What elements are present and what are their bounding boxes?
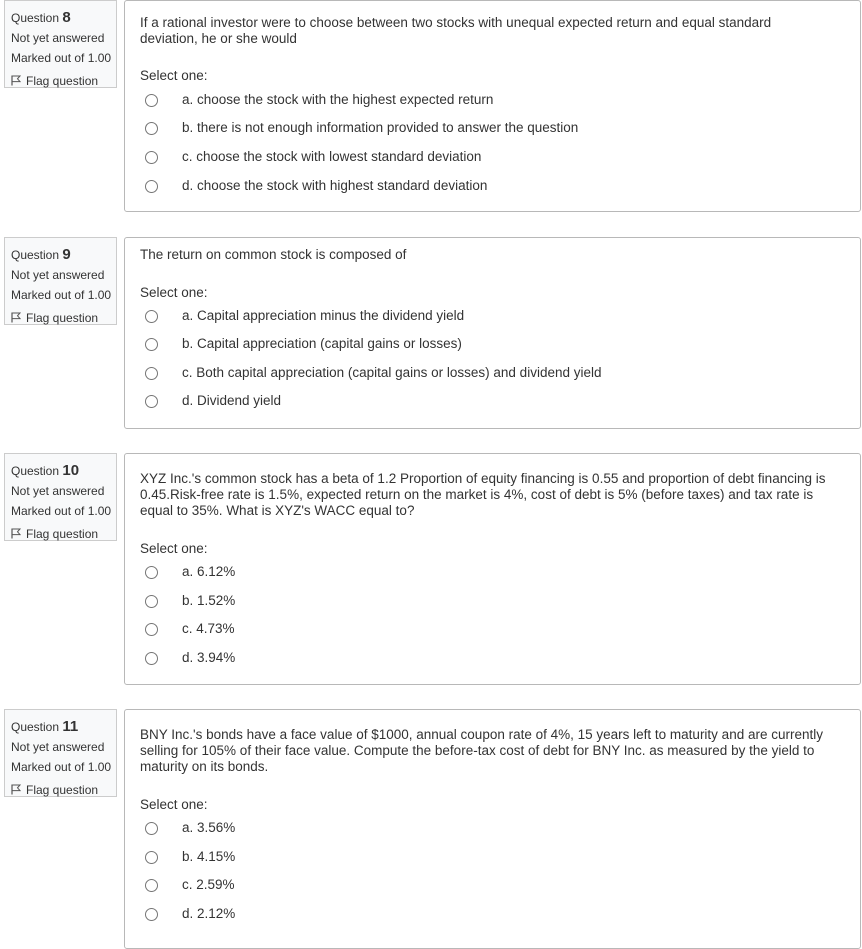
question-grade: Marked out of 1.00	[11, 288, 112, 302]
answer-option-label: a. 3.56%	[182, 820, 236, 835]
answer-option-d[interactable]	[143, 650, 743, 670]
radio-button[interactable]	[145, 908, 158, 921]
radio-button[interactable]	[145, 180, 158, 193]
question-label: Question	[11, 464, 60, 478]
answer-option-d[interactable]	[143, 393, 743, 413]
answer-option-c[interactable]	[143, 365, 743, 385]
question-11	[0, 709, 862, 938]
question-number	[11, 246, 71, 263]
question-content	[124, 237, 861, 429]
question-info-panel	[4, 237, 117, 325]
question-10	[0, 453, 862, 685]
flag-question-label: Flag question	[26, 783, 99, 797]
answer-option-label: d. choose the stock with highest standard deviation	[182, 178, 488, 193]
answer-option-label: b. 4.15%	[182, 849, 236, 864]
question-label: Question	[11, 720, 60, 734]
flag-question-link[interactable]	[11, 783, 98, 797]
answer-option-b[interactable]	[143, 120, 743, 140]
question-number	[11, 462, 79, 479]
flag-icon	[11, 528, 21, 539]
question-text: XYZ Inc.'s common stock has a beta of 1.2 Proportion of equity financing is 0.55 and proportion of debt financing is 0.45.Risk-free rate is 1.5%, expected return on the market is 4%, cost of debt is 5% (before taxes) and tax rate is equal to 35%. What is XYZ's WACC equal to?	[140, 471, 826, 518]
answer-option-label: c. choose the stock with lowest standard deviation	[182, 149, 482, 164]
question-info-panel	[4, 709, 117, 797]
radio-button[interactable]	[145, 652, 158, 665]
answer-option-d[interactable]	[143, 906, 743, 926]
radio-button[interactable]	[145, 595, 158, 608]
answer-option-label: b. there is not enough information provided to answer the question	[182, 120, 579, 135]
flag-question-link[interactable]	[11, 74, 98, 88]
question-content	[124, 709, 861, 949]
answer-option-b[interactable]	[143, 336, 743, 356]
question-label: Question	[11, 11, 60, 25]
radio-button[interactable]	[145, 851, 158, 864]
question-state: Not yet answered	[11, 740, 105, 754]
flag-question-label: Flag question	[26, 74, 99, 88]
answer-option-c[interactable]	[143, 877, 743, 897]
question-info-panel	[4, 453, 117, 541]
answer-option-label: d. 2.12%	[182, 906, 236, 921]
answer-option-d[interactable]	[143, 178, 743, 198]
answer-option-label: a. choose the stock with the highest expected return	[182, 92, 494, 107]
select-one-prompt: Select one:	[140, 541, 208, 556]
select-one-prompt: Select one:	[140, 68, 208, 83]
question-8	[0, 0, 862, 212]
radio-button[interactable]	[145, 623, 158, 636]
flag-icon	[11, 784, 21, 795]
radio-button[interactable]	[145, 94, 158, 107]
radio-button[interactable]	[145, 822, 158, 835]
answer-option-label: a. 6.12%	[182, 564, 236, 579]
answer-option-a[interactable]	[143, 820, 743, 840]
answer-option-b[interactable]	[143, 593, 743, 613]
flag-icon	[11, 75, 21, 86]
radio-button[interactable]	[145, 338, 158, 351]
question-info-panel	[4, 0, 117, 88]
radio-button[interactable]	[145, 395, 158, 408]
question-text: The return on common stock is composed of	[140, 247, 407, 262]
question-state: Not yet answered	[11, 268, 105, 282]
select-one-prompt: Select one:	[140, 285, 208, 300]
answer-option-c[interactable]	[143, 621, 743, 641]
question-text: BNY Inc.'s bonds have a face value of $1000, annual coupon rate of 4%, 15 years left to maturity and are currently selling for 105% of their face value. Compute the before-tax cost of debt for BNY Inc. as measured by the yield to maturity on its bonds.	[140, 727, 823, 774]
answer-option-label: d. Dividend yield	[182, 393, 282, 408]
answer-option-label: d. 3.94%	[182, 650, 236, 665]
radio-button[interactable]	[145, 310, 158, 323]
answer-option-label: c. Both capital appreciation (capital gains or losses) and dividend yield	[182, 365, 602, 380]
radio-button[interactable]	[145, 151, 158, 164]
answer-option-c[interactable]	[143, 149, 743, 169]
radio-button[interactable]	[145, 566, 158, 579]
question-9	[0, 237, 862, 429]
question-number	[11, 9, 71, 26]
question-text: If a rational investor were to choose between two stocks with unequal expected return and equal standard deviation, he or she would	[140, 15, 772, 46]
answer-option-a[interactable]	[143, 308, 743, 328]
flag-question-label: Flag question	[26, 311, 99, 325]
select-one-prompt: Select one:	[140, 797, 208, 812]
flag-question-label: Flag question	[26, 527, 99, 541]
flag-question-link[interactable]	[11, 527, 98, 541]
question-grade: Marked out of 1.00	[11, 504, 112, 518]
question-state: Not yet answered	[11, 31, 105, 45]
question-grade: Marked out of 1.00	[11, 760, 112, 774]
question-state: Not yet answered	[11, 484, 105, 498]
question-number-value: 10	[62, 462, 80, 479]
question-label: Question	[11, 248, 60, 262]
question-content	[124, 0, 861, 212]
question-number-value: 8	[62, 9, 71, 26]
question-number-value: 11	[62, 718, 79, 735]
question-content	[124, 453, 861, 685]
answer-option-b[interactable]	[143, 849, 743, 869]
question-number-value: 9	[62, 246, 71, 263]
radio-button[interactable]	[145, 122, 158, 135]
answer-option-label: c. 2.59%	[182, 877, 235, 892]
answer-option-label: b. Capital appreciation (capital gains or losses)	[182, 336, 462, 351]
answer-option-label: c. 4.73%	[182, 621, 235, 636]
radio-button[interactable]	[145, 367, 158, 380]
question-grade: Marked out of 1.00	[11, 51, 112, 65]
radio-button[interactable]	[145, 879, 158, 892]
answer-option-label: b. 1.52%	[182, 593, 236, 608]
answer-option-a[interactable]	[143, 92, 743, 112]
flag-icon	[11, 312, 21, 323]
question-number	[11, 718, 78, 735]
answer-option-a[interactable]	[143, 564, 743, 584]
answer-option-label: a. Capital appreciation minus the dividend yield	[182, 308, 465, 323]
flag-question-link[interactable]	[11, 311, 98, 325]
